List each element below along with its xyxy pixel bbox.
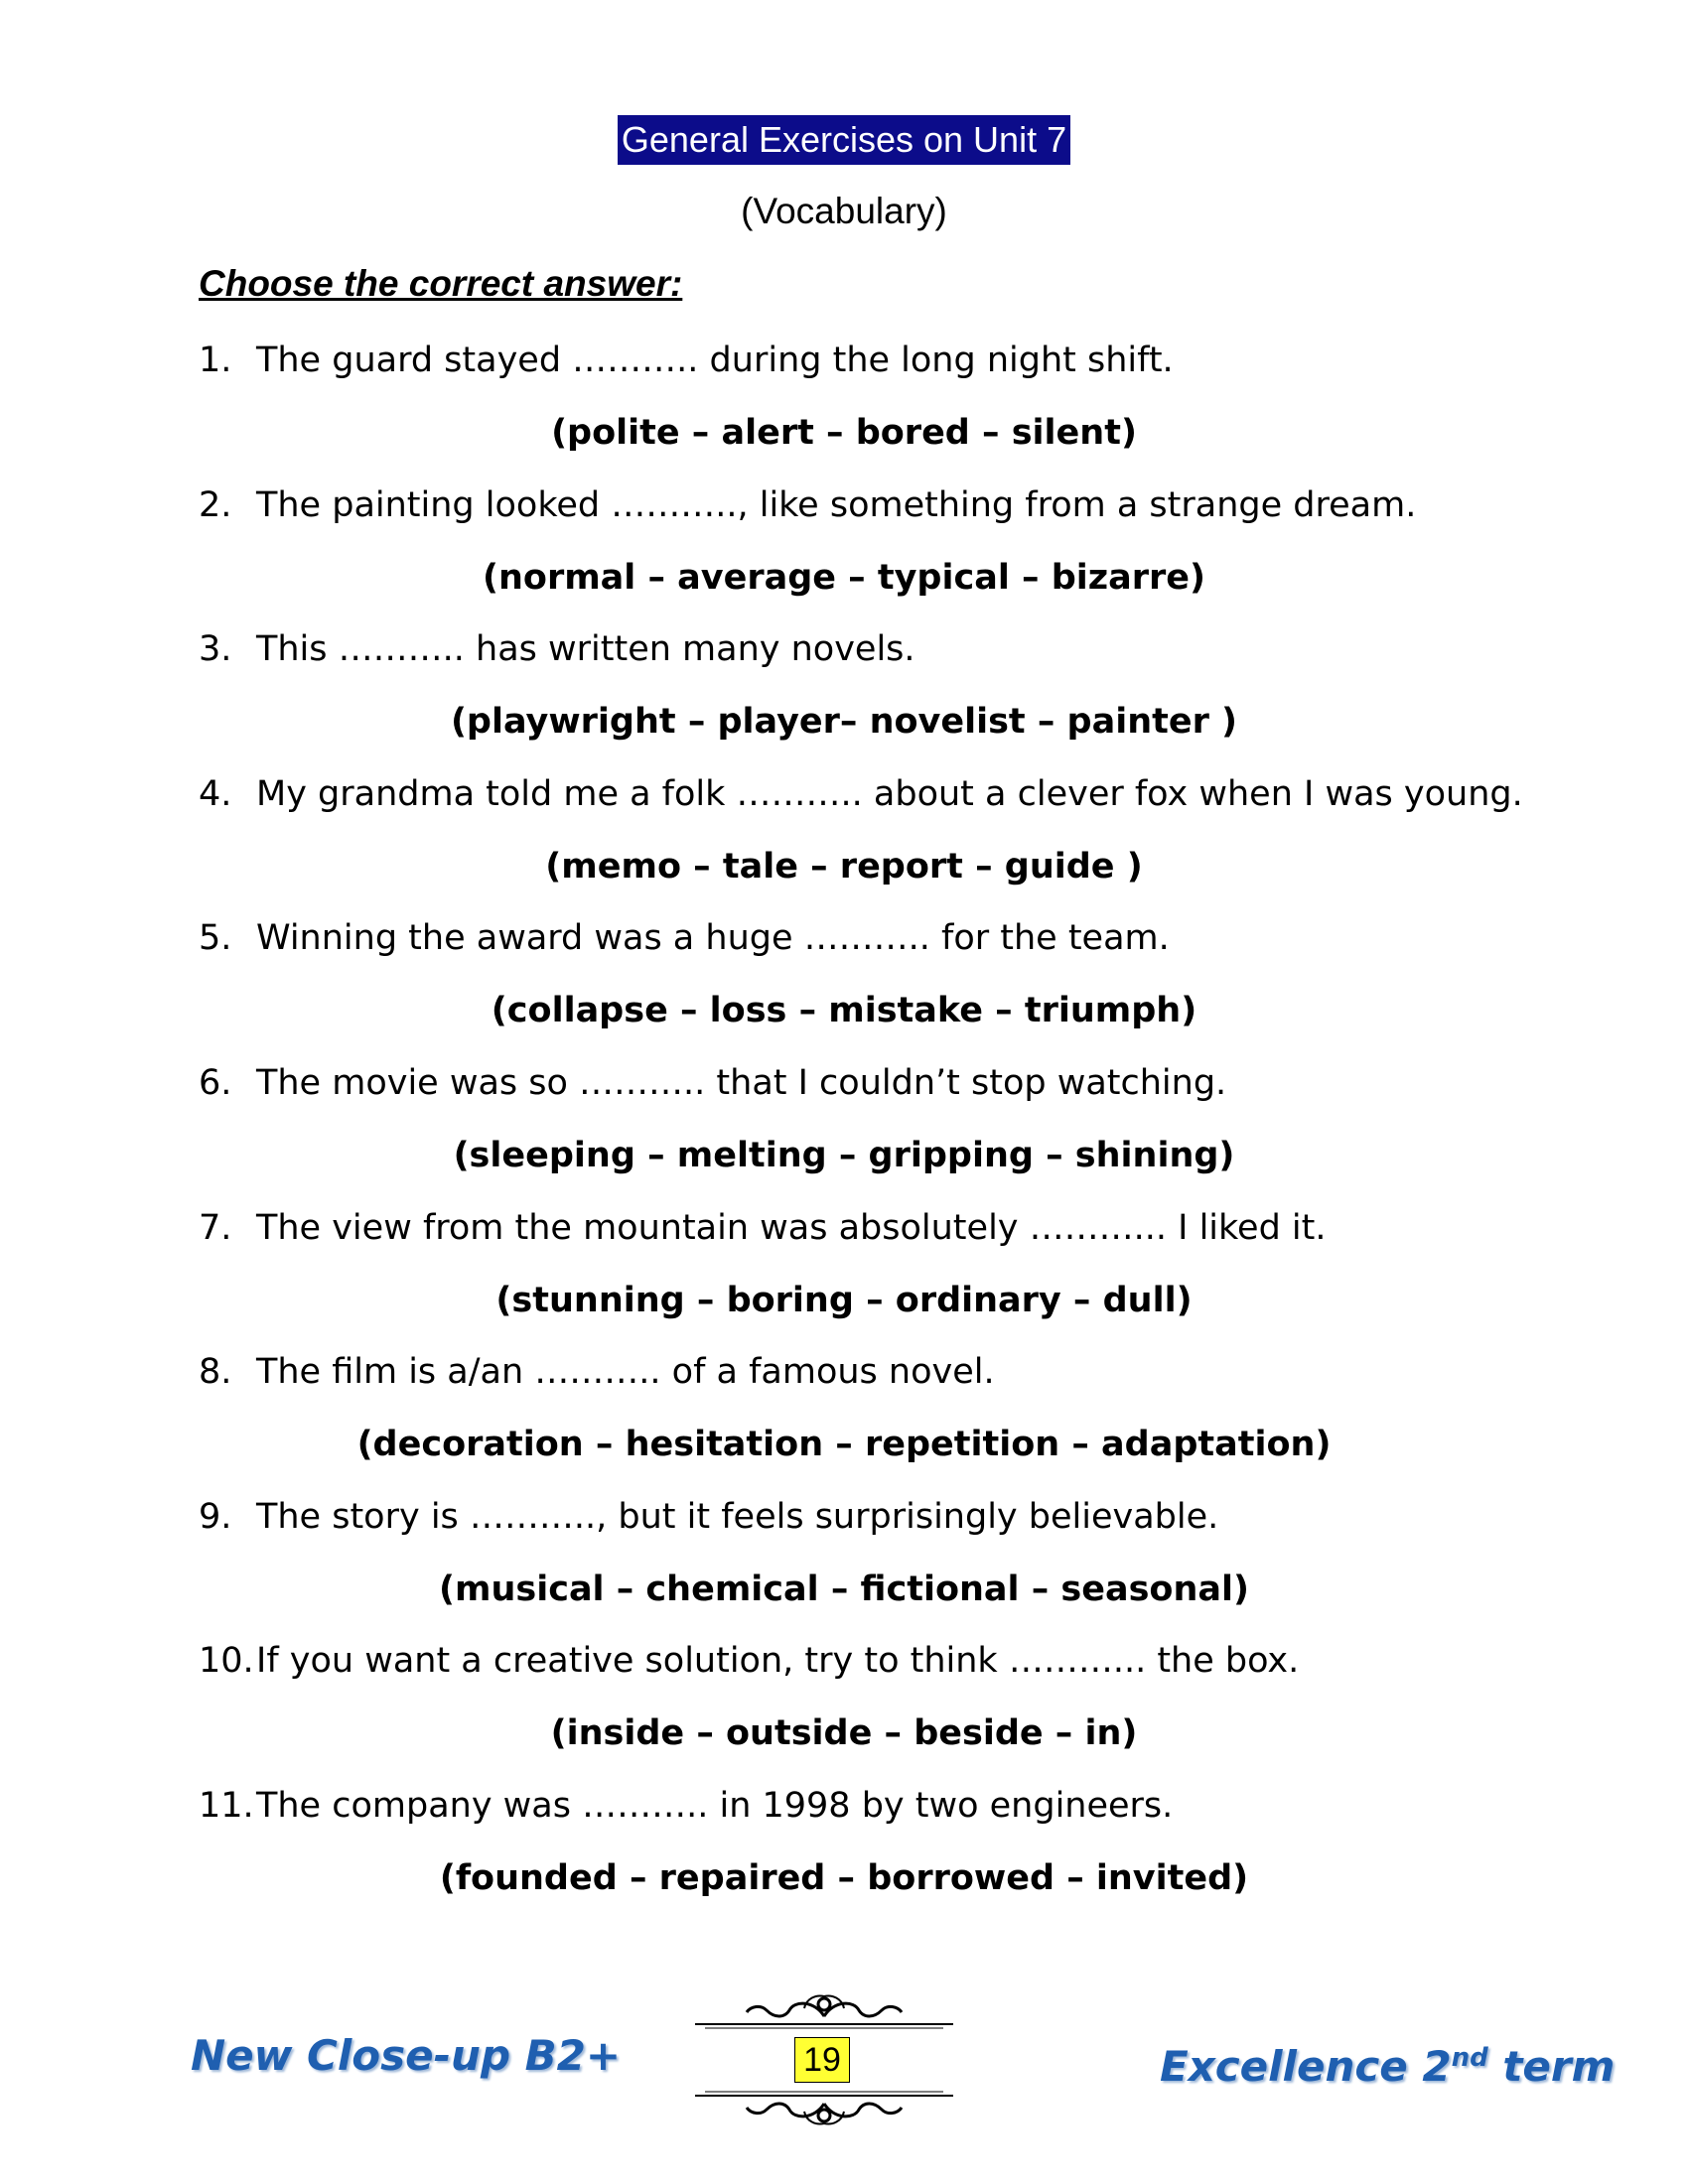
question-number: 6.: [199, 1063, 232, 1103]
instruction-heading: Choose the correct answer:: [199, 263, 683, 304]
question-item: [199, 337, 1589, 384]
answer-options: (inside – outside – beside – in): [550, 1713, 1138, 1753]
question-number: 3.: [199, 629, 232, 669]
footer-series-sup: nd: [1451, 2043, 1488, 2073]
ornament-bottom-icon: [695, 2090, 953, 2139]
question-number: 1.: [199, 341, 232, 380]
question-number: 9.: [199, 1497, 232, 1537]
answer-options: (polite – alert – bored – silent): [551, 413, 1137, 453]
answer-options: (stunning – boring – ordinary – dull): [495, 1281, 1193, 1320]
question-number: 2.: [199, 485, 232, 525]
ornament-top-icon: [695, 1980, 953, 2030]
answer-options: (musical – chemical – fictional – seasonal): [438, 1570, 1249, 1609]
question-text: My grandma told me a folk ……….. about a clever fox when I was young.: [256, 774, 1523, 814]
question-item: [199, 625, 1589, 673]
question-text: Winning the award was a huge ……….. for the team.: [256, 918, 1170, 958]
question-text: If you want a creative solution, try to think ………... the box.: [256, 1641, 1300, 1681]
question-text: The film is a/an ……….. of a famous novel.: [256, 1352, 995, 1392]
footer-series-main: Excellence 2: [1160, 2042, 1452, 2091]
question-number: 5.: [199, 918, 232, 958]
question-text: The company was ……….. in 1998 by two engineers.: [256, 1786, 1174, 1826]
page-title: General Exercises on Unit 7: [618, 115, 1070, 165]
question-item: [199, 1348, 1589, 1396]
question-item: [199, 1782, 1589, 1830]
question-item: [199, 1204, 1589, 1252]
answer-options: (memo – tale – report – guide ): [545, 847, 1143, 887]
section-subtitle: (Vocabulary): [741, 191, 947, 231]
answer-options: (founded – repaired – borrowed – invited): [439, 1858, 1249, 1898]
question-number: 4.: [199, 774, 232, 814]
question-number: 10.: [199, 1641, 254, 1681]
question-number: 11.: [199, 1786, 254, 1826]
answer-options: (playwright – player– novelist – painter ): [450, 702, 1238, 742]
question-number: 7.: [199, 1208, 232, 1248]
title-wrapper: [0, 115, 1688, 165]
question-number: 8.: [199, 1352, 232, 1392]
question-item: [199, 1637, 1589, 1685]
answer-options: (normal – average – typical – bizarre): [482, 558, 1205, 598]
footer-book-title: New Close-up B2+: [191, 2031, 622, 2080]
question-item: [199, 1493, 1589, 1541]
question-text: The guard stayed ……….. during the long night shift.: [256, 341, 1174, 380]
question-text: The painting looked ……….., like something from a strange dream.: [256, 485, 1417, 525]
question-text: The story is ……….., but it feels surprisingly believable.: [256, 1497, 1219, 1537]
question-text: The movie was so ……….. that I couldn’t stop watching.: [256, 1063, 1227, 1103]
answer-options: (decoration – hesitation – repetition – adaptation): [356, 1425, 1332, 1464]
question-text: This ……….. has written many novels.: [256, 629, 915, 669]
question-item: [199, 770, 1589, 818]
footer-series-label: [1160, 2030, 1615, 2095]
page-number-badge: 19: [794, 2037, 850, 2083]
answer-options: (collapse – loss – mistake – triumph): [491, 991, 1197, 1030]
question-item: [199, 914, 1589, 962]
answer-options: (sleeping – melting – gripping – shining): [453, 1136, 1235, 1175]
question-item: [199, 481, 1589, 529]
question-text: The view from the mountain was absolutely ………... I liked it.: [256, 1208, 1327, 1248]
footer-series-end: term: [1487, 2042, 1616, 2091]
question-item: [199, 1059, 1589, 1107]
